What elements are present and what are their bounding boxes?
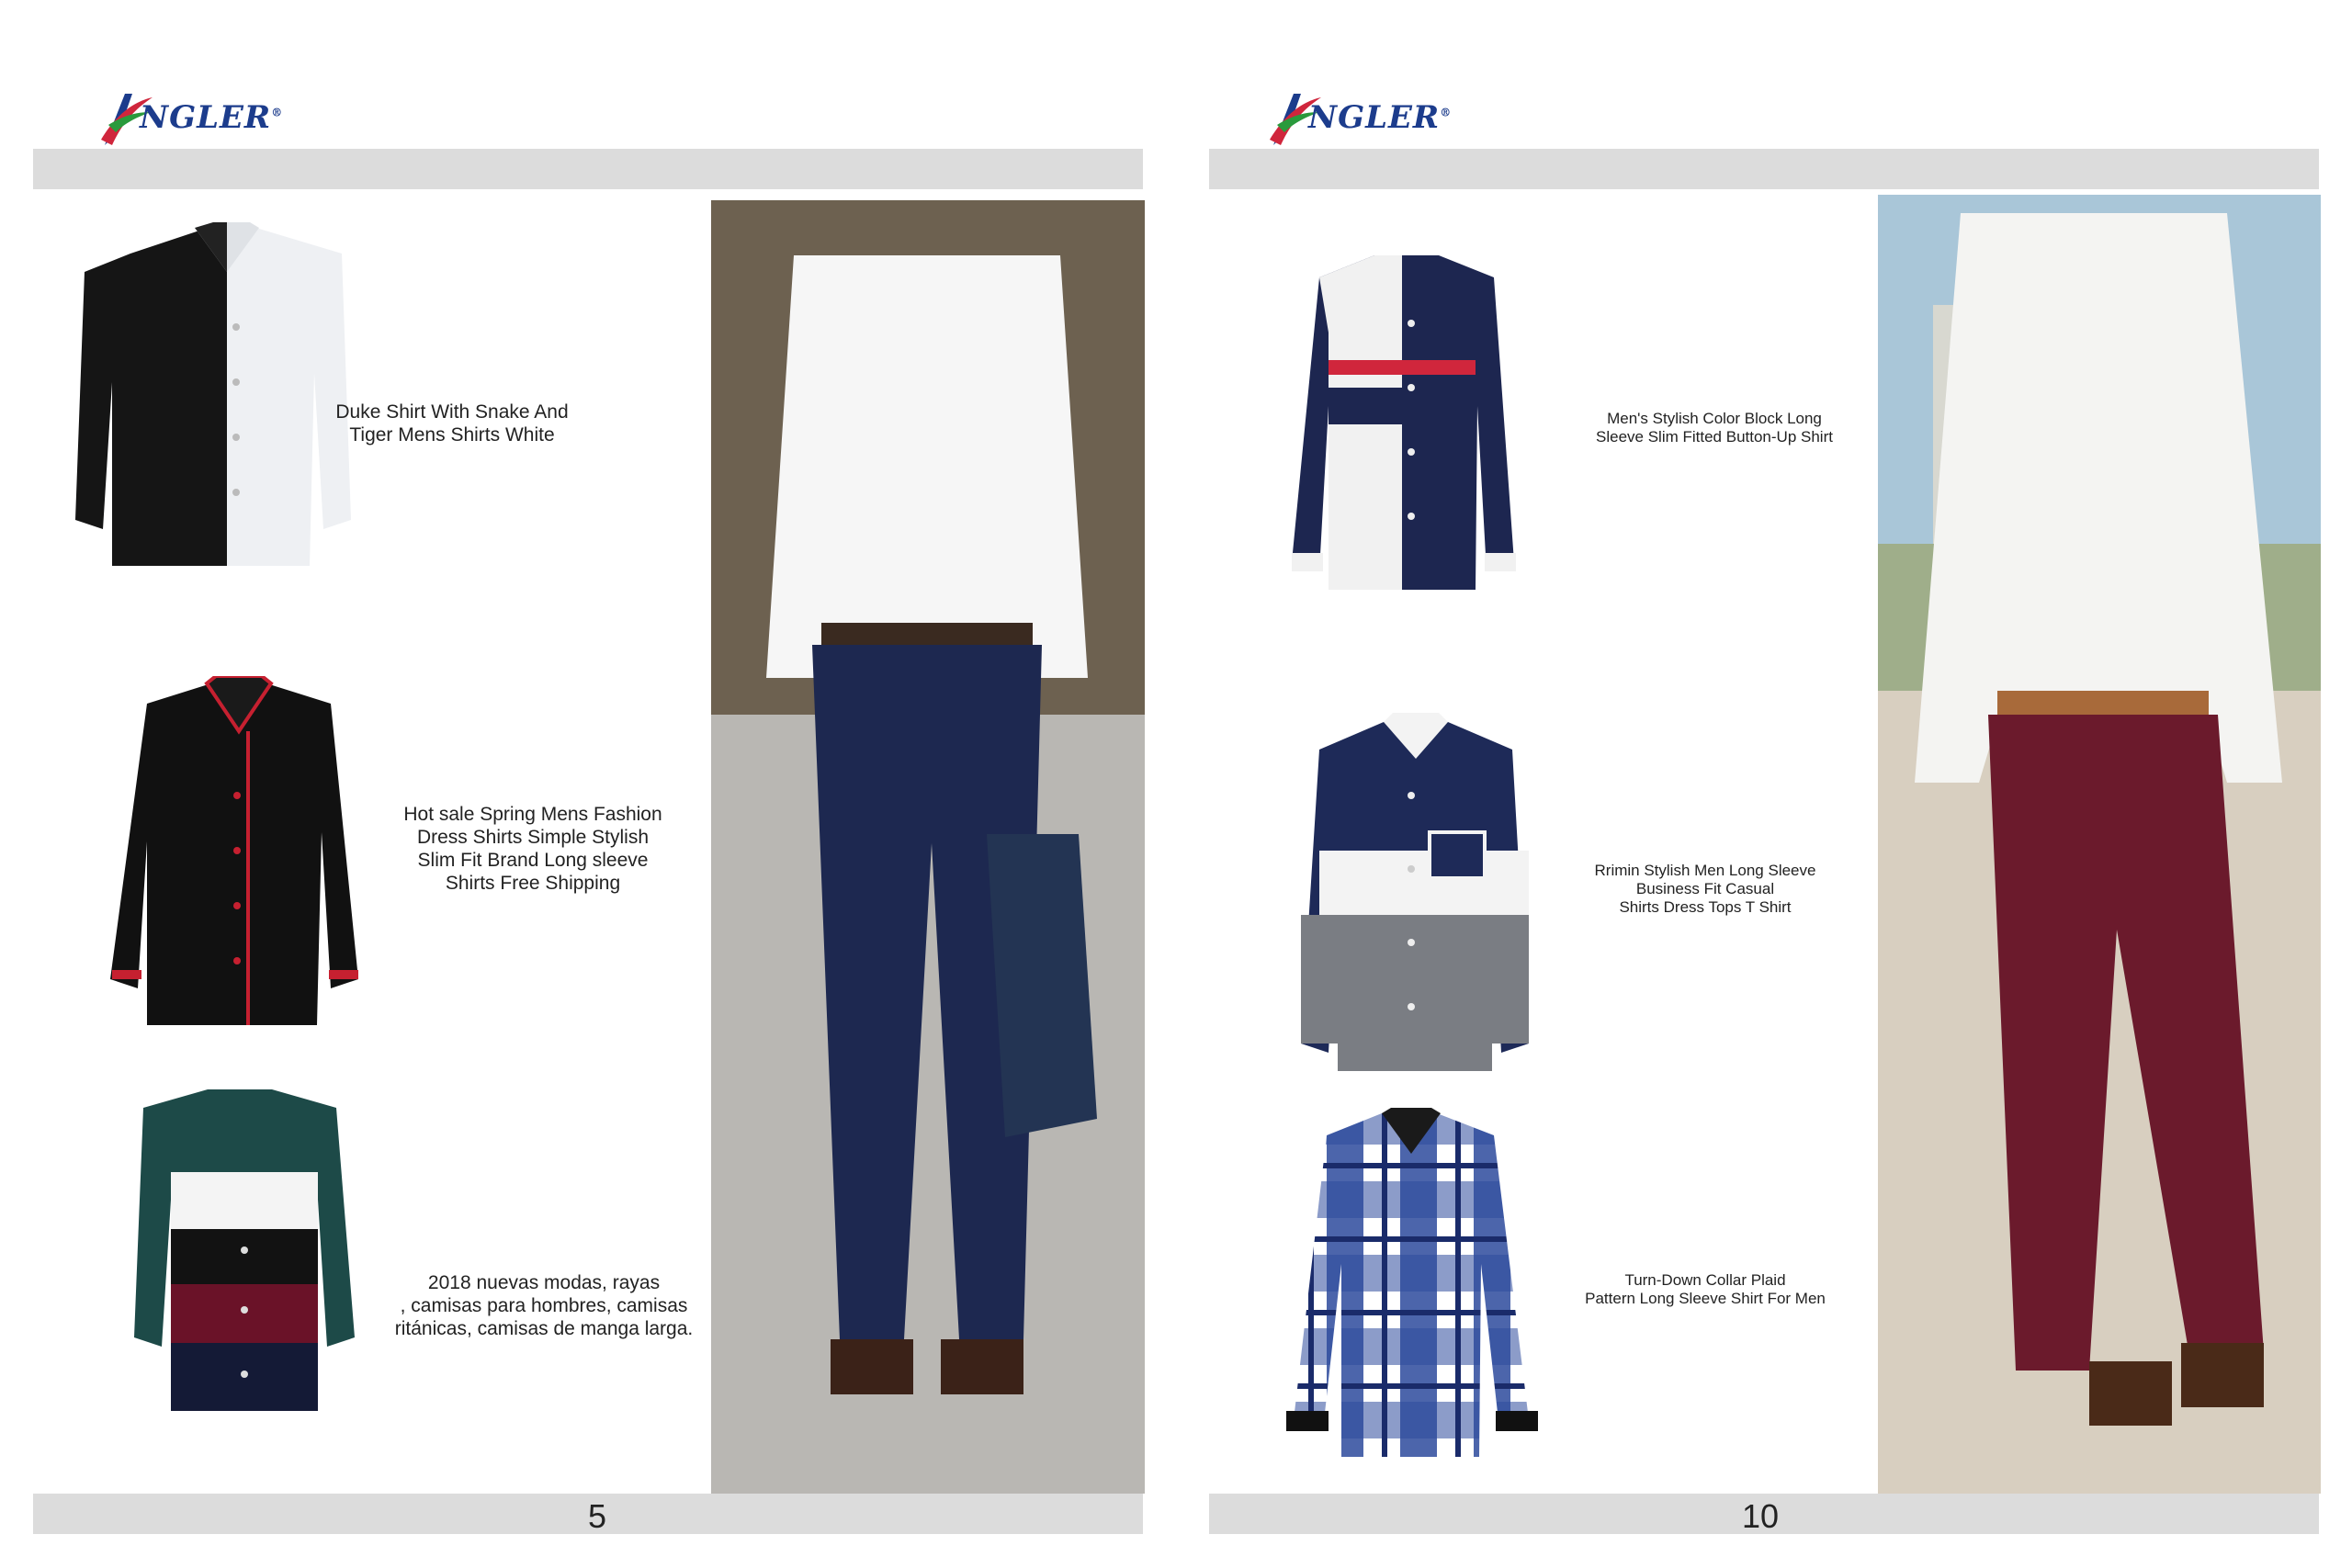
product-image-plaid-shirt — [1253, 1108, 1566, 1475]
product-image-navy-colorblock-shirt — [1273, 250, 1549, 599]
header-bar — [33, 149, 1143, 189]
logo-registered-mark: ® — [1440, 106, 1453, 119]
right-page — [1209, 0, 2321, 1568]
model-illustration — [1878, 195, 2321, 1494]
product-image-colorblock-shirt — [97, 1089, 391, 1420]
logo-registered-mark: ® — [271, 106, 284, 119]
product-description-3: 2018 nuevas modas, rayas , camisas para hombres, camisas ritánicas, camisas de manga larga. — [394, 1272, 694, 1339]
page-number: 5 — [587, 1497, 607, 1535]
brand-logo — [1268, 85, 1470, 151]
logo-wordmark: NGLER — [140, 99, 272, 136]
left-page — [33, 0, 1145, 1568]
page-number: 10 — [1741, 1497, 1780, 1535]
product-description-3: Turn-Down Collar Plaid Pattern Long Sleeve Shirt For Men — [1585, 1271, 1826, 1307]
product-image-navy-grey-shirt — [1283, 713, 1558, 1080]
brand-logo — [99, 85, 301, 151]
product-description-2: Hot sale Spring Mens Fashion Dress Shirts Simple Stylish Slim Fit Brand Long sleeve Shirts Free Shipping — [403, 804, 662, 894]
model-illustration — [711, 200, 1145, 1494]
header-bar — [1209, 149, 2319, 189]
product-description-2: Rrimin Stylish Men Long Sleeve Business Fit Casual Shirts Dress Tops T Shirt — [1594, 862, 1816, 916]
product-description-1: Men's Stylish Color Block Long Sleeve Slim Fitted Button-Up Shirt — [1596, 410, 1833, 446]
model-photo-white-shirt-navy-pants — [711, 200, 1145, 1494]
product-description-1: Duke Shirt With Snake And Tiger Mens Shirts White — [335, 401, 569, 446]
model-photo-white-shirt-burgundy-pants — [1878, 195, 2321, 1494]
logo-wordmark: NGLER — [1308, 99, 1441, 136]
